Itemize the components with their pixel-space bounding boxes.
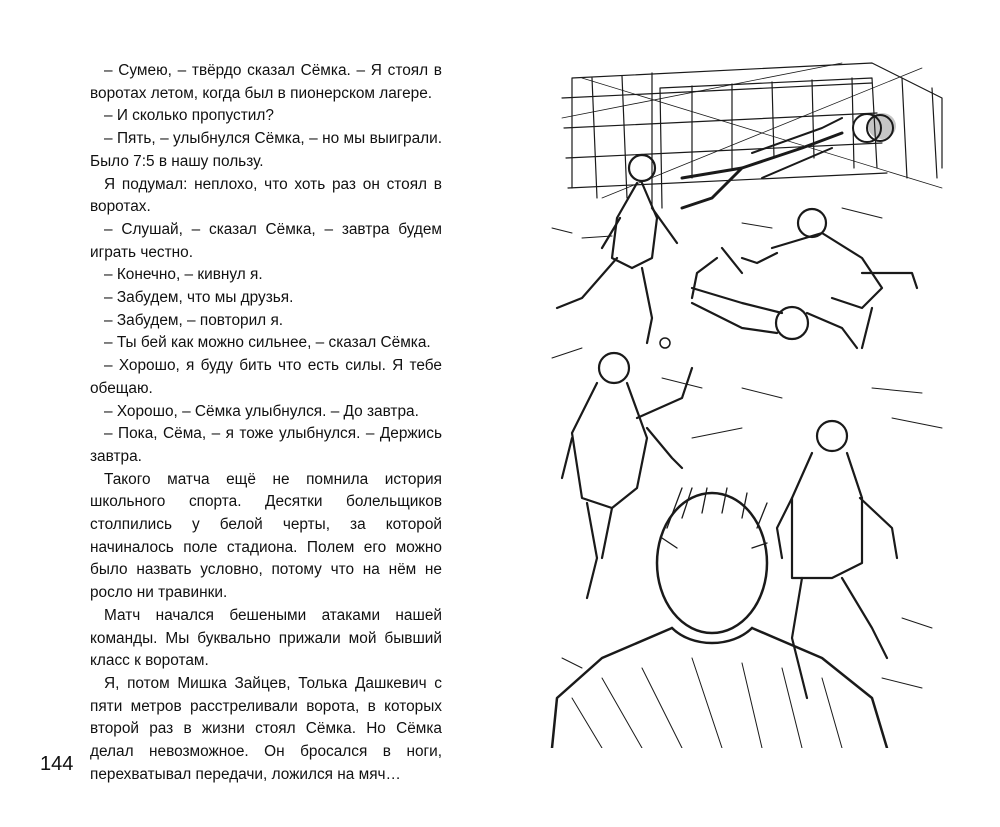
paragraph: – Хорошо, – Сёмка улыбнулся. – До завтра.: [104, 402, 419, 420]
paragraph: Такого матча ещё не помнила история школьного спорта. Десятки болельщиков столпились у белой черты, за которой начиналось поле стадиона. Полем его можно было назвать условно, потому что на нём не росло ни травинки.: [90, 470, 442, 602]
foreground-boy-figure: [552, 488, 887, 748]
page-number: 144: [40, 753, 74, 775]
paragraph: Я подумал: неплохо, что хоть раз он стоял в воротах.: [90, 175, 442, 216]
goalkeeper-figure: [682, 113, 896, 208]
player-figure: [562, 353, 692, 598]
paragraph: Я, потом Мишка Зайцев, Толька Дашкевич с пяти метров расстреливали ворота, в которых второй раз в жизни стоял Сёмка. Но Сёмка делал невозможное. Он бросался в ноги, перехватывал передачи, ложился на мяч…: [90, 674, 442, 783]
paragraph: – Сумею, – твёрдо сказал Сёмка. – Я стоял в воротах летом, когда был в пионерском лагере.: [90, 62, 442, 102]
paragraph: – Конечно, – кивнул я.: [104, 266, 263, 284]
paragraph: – Ты бей как можно сильнее, – сказал Сёмка.: [104, 334, 431, 352]
paragraph: – Хорошо, я буду бить что есть силы. Я тебе обещаю.: [90, 357, 442, 397]
paragraph: – Пока, Сёма, – я тоже улыбнулся. – Держись завтра.: [90, 425, 442, 465]
ball-icon: [660, 338, 670, 348]
football-illustration: [542, 58, 952, 748]
paragraph: – Слушай, – сказал Сёмка, – завтра будем играть честно.: [90, 220, 442, 261]
paragraph: – Забудем, что мы друзья.: [104, 289, 294, 307]
paragraph: – Пять, – улыбнулся Сёмка, – но мы выиграли. Было 7:5 в нашу пользу.: [90, 130, 442, 170]
paragraph: – Забудем, – повторил я.: [104, 311, 284, 329]
player-figure: [777, 421, 897, 698]
paragraph: – И сколько пропустил?: [104, 107, 274, 125]
paragraph: Матч начался бешеными атаками нашей команды. Мы буквально прижали мой бывший класс к воротам.: [90, 606, 442, 670]
text-column: [90, 60, 442, 787]
player-figure: [742, 209, 917, 348]
